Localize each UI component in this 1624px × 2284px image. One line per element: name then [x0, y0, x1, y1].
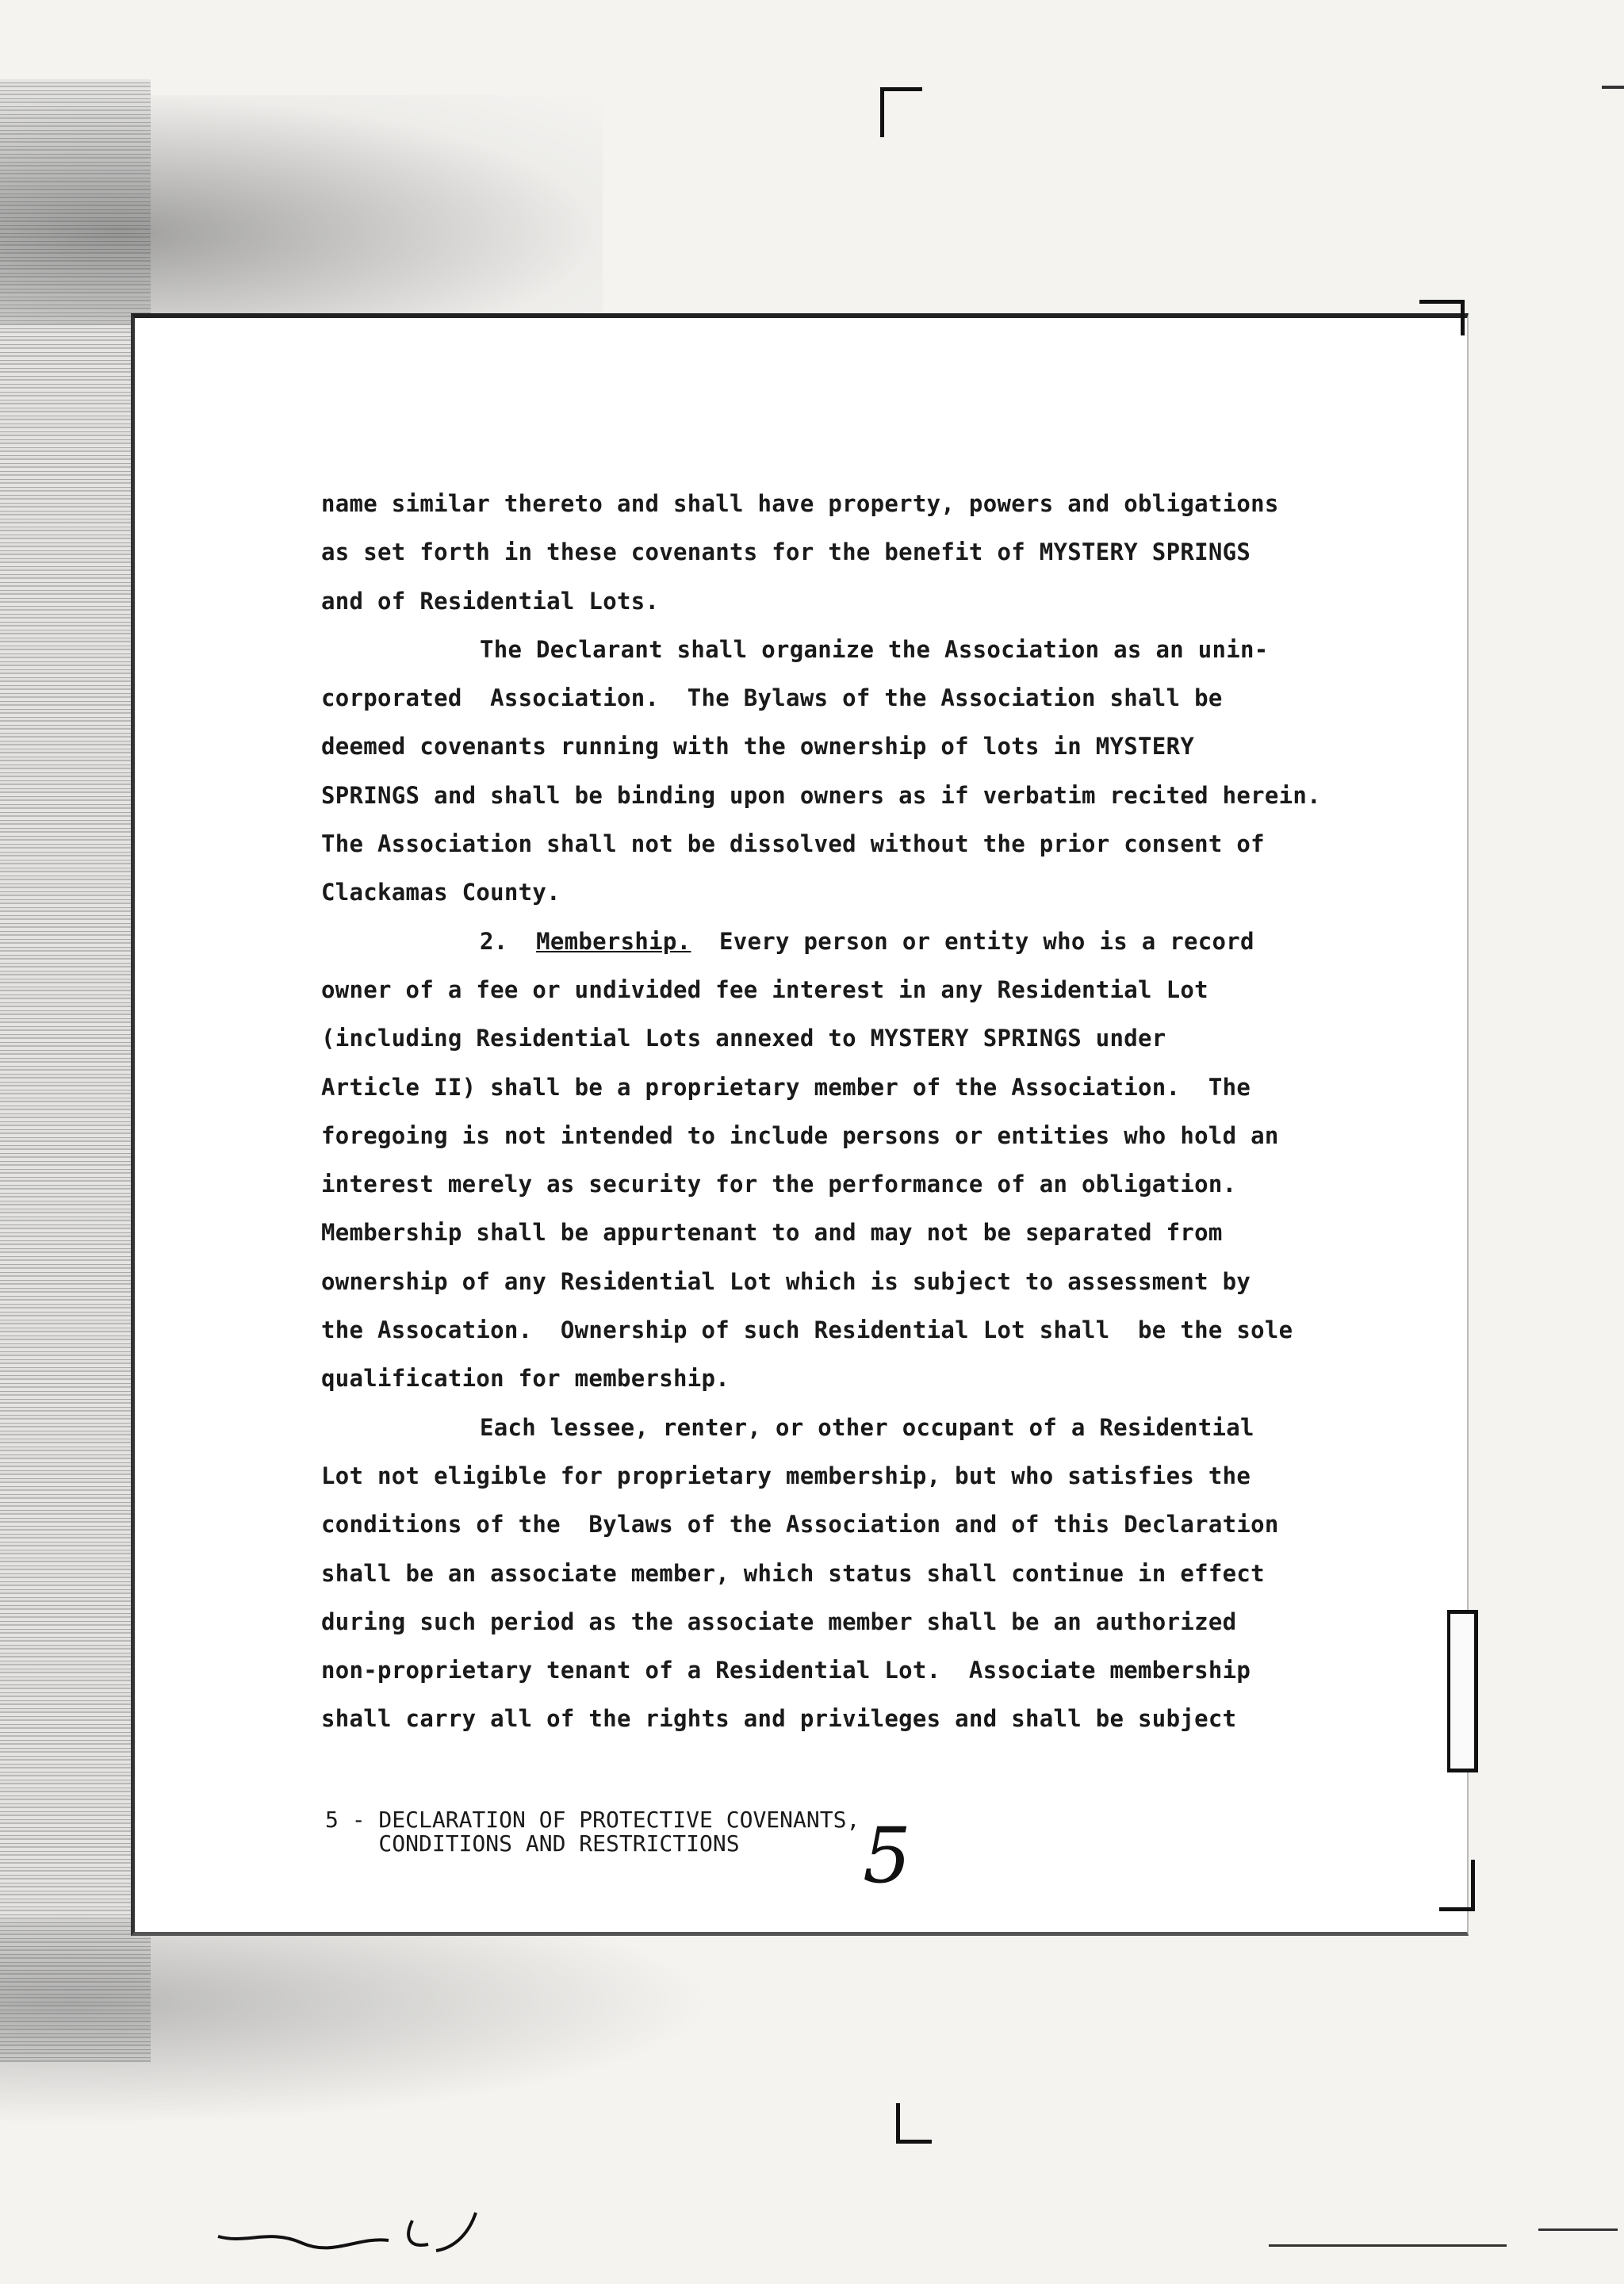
crop-mark-top-right: [1419, 300, 1465, 335]
bottom-rule-far-right: [1538, 2228, 1618, 2231]
handwritten-page-number: 5: [863, 1811, 912, 1900]
body-line: as set forth in these covenants for the benefit of MYSTERY SPRINGS: [321, 538, 1251, 566]
body-line: The Association shall not be dissolved without the prior consent of: [321, 830, 1265, 858]
section-heading: Membership.: [536, 927, 691, 955]
body-line: shall be an associate member, which status shall continue in effect: [321, 1559, 1265, 1587]
body-line: owner of a fee or undivided fee interest in any Residential Lot: [321, 975, 1208, 1003]
margin-bracket-mark: [1447, 1610, 1478, 1772]
top-right-edge-mark: [1602, 86, 1624, 89]
section-number: 2.: [480, 927, 508, 955]
body-line: foregoing is not intended to include persons or entities who hold an: [321, 1121, 1279, 1149]
crop-mark-top-left: [880, 87, 922, 137]
scan-noise-left: [0, 79, 151, 2062]
body-line: Clackamas County.: [321, 879, 561, 906]
body-line: and of Residential Lots.: [321, 587, 660, 615]
scan-noise-bottom: [0, 1919, 714, 2125]
body-line: Lot not eligible for proprietary membership, but who satisfies the: [321, 1462, 1251, 1489]
body-line: SPRINGS and shall be binding upon owners as if verbatim recited herein.: [321, 781, 1321, 809]
document-body: [321, 480, 1447, 1744]
body-line: deemed covenants running with the ownership of lots in MYSTERY: [321, 733, 1195, 761]
footer-title-line-1: 5 - DECLARATION OF PROTECTIVE COVENANTS,: [325, 1807, 860, 1833]
body-line: corporated Association. The Bylaws of the Association shall be: [321, 684, 1223, 712]
body-line: The Declarant shall organize the Association as an unin-: [480, 635, 1269, 663]
crop-mark-bottom-right: [1439, 1860, 1475, 1911]
section-heading-line: [321, 918, 1447, 966]
footer-title-line-2: CONDITIONS AND RESTRICTIONS: [325, 1830, 740, 1857]
body-line: Membership shall be appurtenant to and may not be separated from: [321, 1219, 1223, 1247]
body-line: shall carry all of the rights and privileges and shall be subject: [321, 1705, 1237, 1733]
page-footer: [325, 1808, 860, 1856]
body-line: (including Residential Lots annexed to MYSTERY SPRINGS under: [321, 1025, 1166, 1052]
body-line: Each lessee, renter, or other occupant of a Residential: [480, 1413, 1254, 1441]
scan-noise-top: [0, 95, 603, 325]
bottom-scribble-mark: [214, 2205, 547, 2252]
body-line: qualification for membership.: [321, 1365, 730, 1393]
bottom-rule-right: [1269, 2244, 1507, 2247]
body-line: the Assocation. Ownership of such Residential Lot shall be the sole: [321, 1316, 1293, 1344]
body-line: Article II) shall be a proprietary member of the Association. The: [321, 1073, 1251, 1101]
body-line: conditions of the Bylaws of the Association and of this Declaration: [321, 1511, 1279, 1539]
crop-mark-bottom-left: [896, 2103, 932, 2144]
body-line: during such period as the associate member shall be an authorized: [321, 1608, 1237, 1635]
body-line: name similar thereto and shall have property, powers and obligations: [321, 490, 1279, 517]
body-line: interest merely as security for the performance of an obligation.: [321, 1171, 1237, 1198]
body-line: non-proprietary tenant of a Residential Lot. Associate membership: [321, 1657, 1251, 1684]
section-first-line: Every person or entity who is a record: [691, 927, 1254, 955]
body-line: ownership of any Residential Lot which is subject to assessment by: [321, 1267, 1251, 1295]
